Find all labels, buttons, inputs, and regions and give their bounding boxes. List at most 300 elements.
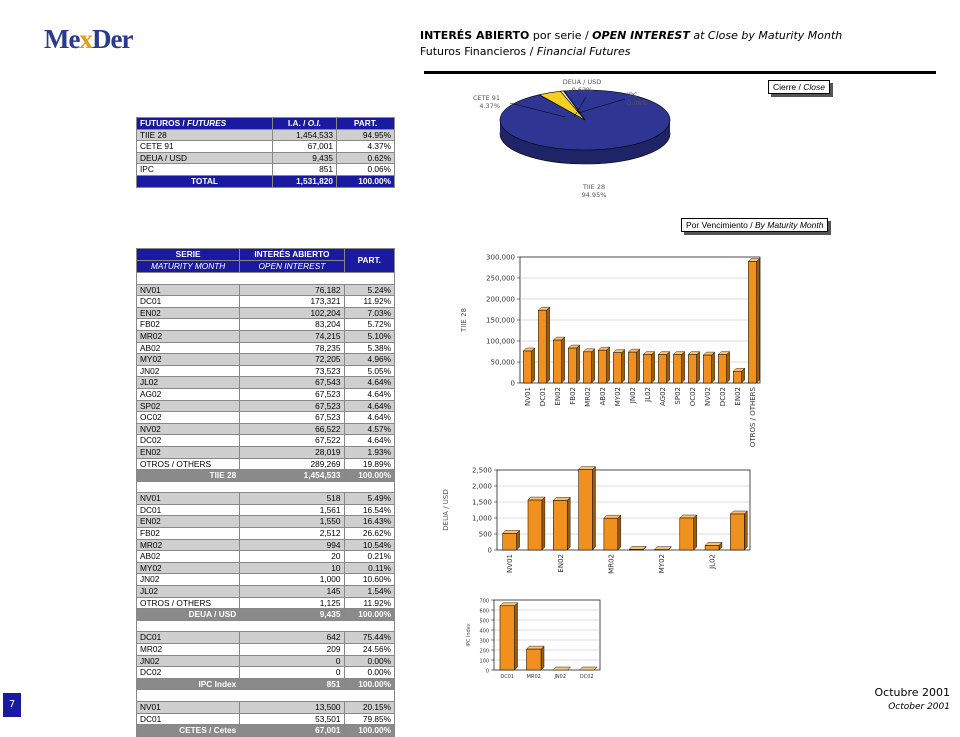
series-row xyxy=(137,597,395,609)
summary-total-part: 100.00% xyxy=(336,175,394,187)
maturity-badge: Por Vencimiento / By Maturity Month xyxy=(681,218,828,232)
series-subtotal-oi: 851 xyxy=(240,678,344,690)
summary-cell-part: 4.37% xyxy=(336,141,394,153)
series-cell-part: 4.57% xyxy=(344,423,394,435)
series-subtotal-part: 100.00% xyxy=(344,678,394,690)
series-row xyxy=(137,342,395,354)
series-cell-part: 4.64% xyxy=(344,400,394,412)
series-cell-oi: 13,500 xyxy=(240,701,344,713)
bar xyxy=(553,500,567,550)
bar xyxy=(688,355,696,383)
series-cell-serie: EN02 xyxy=(137,446,240,458)
x-tick-label: JL02 xyxy=(644,387,652,403)
series-cell-serie: NV01 xyxy=(137,493,240,505)
pie-chart xyxy=(470,75,700,205)
series-cell-part: 5.38% xyxy=(344,342,394,354)
x-tick-label: DC02 xyxy=(580,674,594,680)
group-spacer xyxy=(137,481,395,493)
bar xyxy=(528,500,542,550)
bar-side xyxy=(532,348,535,383)
series-cell-serie: NV01 xyxy=(137,284,240,296)
series-cell-oi: 74,215 xyxy=(240,330,344,342)
series-row xyxy=(137,586,395,598)
pie-label: TIIE 28 xyxy=(582,183,605,191)
bar xyxy=(680,518,694,550)
series-cell-part: 5.05% xyxy=(344,365,394,377)
series-cell-oi: 289,269 xyxy=(240,458,344,470)
bar-side xyxy=(622,350,625,383)
bar-top xyxy=(579,467,596,470)
x-tick-label: SP02 xyxy=(674,387,682,405)
bar xyxy=(673,355,681,383)
tiie-bar-chart xyxy=(450,245,770,460)
x-tick-label: DC01 xyxy=(500,674,514,680)
series-row xyxy=(137,516,395,528)
summary-total-row xyxy=(137,175,395,187)
bar xyxy=(503,533,517,550)
series-cell-oi: 20 xyxy=(240,551,344,563)
pie-label-pct: 4.37% xyxy=(479,102,500,110)
bar-top xyxy=(680,515,697,518)
series-row xyxy=(137,539,395,551)
series-row xyxy=(137,644,395,656)
group-spacer-cell xyxy=(137,273,395,285)
y-tick-label: 150,000 xyxy=(486,317,515,325)
series-cell-serie: DC01 xyxy=(137,632,240,644)
series-subtotal-row xyxy=(137,678,395,690)
series-subtotal-part: 100.00% xyxy=(344,725,394,737)
bar-side xyxy=(694,515,697,550)
series-subtotal-label: CETES / Cetes xyxy=(137,725,240,737)
header-line-1: INTERÉS ABIERTO por serie / OPEN INTEREST at Close by Maturity Month xyxy=(420,28,960,44)
series-row xyxy=(137,493,395,505)
series-cell-serie: JL02 xyxy=(137,586,240,598)
mexder-logo: MexDer xyxy=(44,24,106,64)
summary-cell-part: 94.95% xyxy=(336,129,394,141)
x-tick-label: JN02 xyxy=(629,387,637,404)
series-cell-oi: 2,512 xyxy=(240,528,344,540)
summary-cell-oi: 67,001 xyxy=(272,141,336,153)
series-cell-part: 1.93% xyxy=(344,446,394,458)
series-cell-serie: JL02 xyxy=(137,377,240,389)
series-cell-oi: 67,523 xyxy=(240,412,344,424)
bar-side xyxy=(607,347,610,383)
series-cell-part: 79.85% xyxy=(344,713,394,725)
series-cell-oi: 28,019 xyxy=(240,446,344,458)
series-subtotal-row xyxy=(137,470,395,482)
series-subtotal-label: TIIE 28 xyxy=(137,470,240,482)
bar xyxy=(658,355,666,383)
pie-label: IPC xyxy=(627,91,638,99)
x-tick-label: DC02 xyxy=(719,387,727,406)
series-table xyxy=(136,248,395,737)
page-header xyxy=(420,28,960,60)
series-cell-part: 10.54% xyxy=(344,539,394,551)
bar-side xyxy=(757,259,760,383)
footer-date-es: Octubre 2001 xyxy=(874,686,950,700)
summary-table xyxy=(136,117,395,188)
series-cell-part: 10.60% xyxy=(344,574,394,586)
series-row xyxy=(137,307,395,319)
group-spacer xyxy=(137,620,395,632)
summary-cell-future: CETE 91 xyxy=(137,141,273,153)
summary-row xyxy=(137,164,395,176)
series-row xyxy=(137,319,395,331)
series-cell-serie: NV01 xyxy=(137,701,240,713)
series-cell-serie: AG02 xyxy=(137,388,240,400)
x-tick-label: MR02 xyxy=(527,674,541,680)
x-tick-label: NV02 xyxy=(704,387,712,406)
x-tick-label: FB02 xyxy=(569,387,577,405)
bar-top xyxy=(553,667,571,670)
y-axis-label: TIIE 28 xyxy=(460,308,468,333)
bar xyxy=(523,351,531,383)
series-cell-serie: DC02 xyxy=(137,435,240,447)
bar-top xyxy=(629,546,646,549)
series-cell-oi: 173,321 xyxy=(240,296,344,308)
series-subtotal-label: IPC Index xyxy=(137,678,240,690)
series-cell-part: 4.64% xyxy=(344,388,394,400)
series-cell-oi: 72,205 xyxy=(240,354,344,366)
series-row xyxy=(137,412,395,424)
series-cell-oi: 209 xyxy=(240,644,344,656)
series-row xyxy=(137,296,395,308)
series-cell-oi: 102,204 xyxy=(240,307,344,319)
summary-cell-oi: 851 xyxy=(272,164,336,176)
x-tick-label: NV01 xyxy=(506,554,514,573)
series-row xyxy=(137,365,395,377)
series-row xyxy=(137,354,395,366)
y-axis-label: IPC Index xyxy=(466,623,472,646)
series-cell-oi: 67,543 xyxy=(240,377,344,389)
bar xyxy=(568,348,576,383)
bar-side xyxy=(547,307,550,383)
series-cell-serie: DC01 xyxy=(137,296,240,308)
series-row xyxy=(137,388,395,400)
series-cell-oi: 67,523 xyxy=(240,388,344,400)
summary-cell-future: DEUA / USD xyxy=(137,152,273,164)
bar-top xyxy=(528,497,545,500)
bar-side xyxy=(592,349,595,383)
series-cell-serie: OTROS / OTHERS xyxy=(137,458,240,470)
pie-label-pct: 0.06% xyxy=(627,99,648,107)
series-cell-oi: 518 xyxy=(240,493,344,505)
y-tick-label: 500 xyxy=(479,531,492,539)
series-cell-part: 5.24% xyxy=(344,284,394,296)
y-tick-label: 300 xyxy=(479,639,489,645)
x-tick-label: OTROS / OTHERS xyxy=(749,386,757,447)
series-cell-part: 4.64% xyxy=(344,412,394,424)
y-tick-label: 0 xyxy=(486,669,489,675)
series-cell-oi: 67,523 xyxy=(240,400,344,412)
series-subtotal-oi: 1,454,533 xyxy=(240,470,344,482)
footer-date-en: October 2001 xyxy=(874,700,950,714)
series-row xyxy=(137,400,395,412)
series-cell-part: 11.92% xyxy=(344,597,394,609)
group-spacer-cell xyxy=(137,620,395,632)
group-spacer xyxy=(137,273,395,285)
pie-label-pct: 94.95% xyxy=(582,191,607,199)
header-rule xyxy=(424,71,936,74)
y-axis-label: DEUA / USD xyxy=(442,489,450,531)
y-tick-label: 700 xyxy=(479,599,489,605)
bar xyxy=(500,606,515,670)
bar-top xyxy=(553,497,570,500)
series-cell-oi: 10 xyxy=(240,562,344,574)
series-subtotal-row xyxy=(137,609,395,621)
bar-side xyxy=(541,646,544,670)
summary-cell-future: TIIE 28 xyxy=(137,129,273,141)
series-row xyxy=(137,574,395,586)
bar-side xyxy=(744,511,747,550)
series-cell-oi: 83,204 xyxy=(240,319,344,331)
series-body xyxy=(137,273,395,737)
summary-row xyxy=(137,129,395,141)
series-row xyxy=(137,632,395,644)
series-cell-oi: 0 xyxy=(240,655,344,667)
series-row xyxy=(137,562,395,574)
bar xyxy=(538,310,546,383)
y-tick-label: 600 xyxy=(479,609,489,615)
x-tick-label: DC01 xyxy=(539,387,547,406)
summary-header-part: PART. xyxy=(336,118,394,130)
series-cell-oi: 642 xyxy=(240,632,344,644)
pie-label: DEUA / USD xyxy=(563,78,602,86)
summary-row xyxy=(137,152,395,164)
series-header-part: PART. xyxy=(344,249,394,273)
summary-row xyxy=(137,141,395,153)
series-cell-serie: JN02 xyxy=(137,655,240,667)
series-cell-part: 19.89% xyxy=(344,458,394,470)
bar-side xyxy=(652,352,655,383)
series-cell-serie: MY02 xyxy=(137,562,240,574)
series-cell-serie: FB02 xyxy=(137,528,240,540)
series-subtotal-part: 100.00% xyxy=(344,609,394,621)
series-cell-part: 5.10% xyxy=(344,330,394,342)
series-cell-part: 24.56% xyxy=(344,644,394,656)
bar xyxy=(579,470,593,550)
series-cell-serie: MY02 xyxy=(137,354,240,366)
bar xyxy=(598,350,606,383)
series-cell-serie: DC02 xyxy=(137,667,240,679)
series-cell-part: 20.15% xyxy=(344,701,394,713)
bar xyxy=(718,355,726,383)
series-subtotal-label: DEUA / USD xyxy=(137,609,240,621)
series-row xyxy=(137,504,395,516)
bar-top xyxy=(705,542,722,545)
bar xyxy=(703,355,711,383)
series-cell-serie: AB02 xyxy=(137,342,240,354)
bar-top xyxy=(526,646,544,649)
series-cell-oi: 1,561 xyxy=(240,504,344,516)
series-cell-serie: OC02 xyxy=(137,412,240,424)
series-cell-oi: 66,522 xyxy=(240,423,344,435)
y-tick-label: 1,000 xyxy=(472,515,492,523)
group-spacer xyxy=(137,690,395,702)
y-tick-label: 1,500 xyxy=(472,499,492,507)
x-tick-label: MR02 xyxy=(607,554,615,574)
bar-side xyxy=(682,352,685,383)
series-cell-part: 16.54% xyxy=(344,504,394,516)
summary-total-oi: 1,531,820 xyxy=(272,175,336,187)
x-tick-label: EN02 xyxy=(557,554,565,573)
y-tick-label: 200 xyxy=(479,649,489,655)
series-cell-part: 4.64% xyxy=(344,435,394,447)
header-line-2: Futuros Financieros / Financial Futures xyxy=(420,44,960,60)
bar-top xyxy=(500,603,518,606)
y-tick-label: 2,000 xyxy=(472,483,492,491)
series-cell-oi: 67,522 xyxy=(240,435,344,447)
bar xyxy=(604,518,618,550)
summary-total-label: TOTAL xyxy=(137,175,273,187)
y-tick-label: 300,000 xyxy=(486,254,515,262)
x-tick-label: EN02 xyxy=(554,387,562,406)
bar xyxy=(526,649,541,670)
summary-header-oi: I.A. / O.I. xyxy=(272,118,336,130)
group-spacer-cell xyxy=(137,690,395,702)
bar-side xyxy=(637,349,640,383)
group-spacer-cell xyxy=(137,481,395,493)
bar xyxy=(733,371,741,383)
bar xyxy=(628,352,636,383)
bar-side xyxy=(517,530,520,550)
y-tick-label: 0 xyxy=(488,547,492,555)
bar xyxy=(583,352,591,383)
series-cell-part: 0.21% xyxy=(344,551,394,563)
series-subtotal-row xyxy=(137,725,395,737)
series-cell-oi: 1,550 xyxy=(240,516,344,528)
series-row xyxy=(137,458,395,470)
series-cell-part: 11.92% xyxy=(344,296,394,308)
y-tick-label: 400 xyxy=(479,629,489,635)
x-tick-label: MY02 xyxy=(614,387,622,406)
series-cell-oi: 145 xyxy=(240,586,344,598)
series-row xyxy=(137,528,395,540)
series-subtotal-oi: 9,435 xyxy=(240,609,344,621)
series-header-oi: INTERÉS ABIERTO xyxy=(240,249,344,261)
series-cell-serie: SP02 xyxy=(137,400,240,412)
series-cell-part: 7.03% xyxy=(344,307,394,319)
series-cell-oi: 53,501 xyxy=(240,713,344,725)
summary-cell-oi: 9,435 xyxy=(272,152,336,164)
bar-top xyxy=(604,515,621,518)
series-row xyxy=(137,713,395,725)
series-cell-part: 5.72% xyxy=(344,319,394,331)
page-number: 7 xyxy=(3,693,21,717)
series-cell-part: 5.49% xyxy=(344,493,394,505)
series-cell-serie: JN02 xyxy=(137,365,240,377)
series-cell-part: 0.00% xyxy=(344,667,394,679)
bar-side xyxy=(593,467,596,550)
x-tick-label: OC02 xyxy=(689,387,697,406)
series-cell-oi: 0 xyxy=(240,667,344,679)
series-row xyxy=(137,330,395,342)
bar-side xyxy=(577,345,580,383)
close-badge: Cierre / Close xyxy=(768,80,830,94)
series-cell-serie: FB02 xyxy=(137,319,240,331)
series-header-open-interest: OPEN INTEREST xyxy=(240,261,344,273)
series-cell-part: 26.62% xyxy=(344,528,394,540)
y-tick-label: 500 xyxy=(479,619,489,625)
series-subtotal-part: 100.00% xyxy=(344,470,394,482)
y-tick-label: 100 xyxy=(479,659,489,665)
series-header-month: MATURITY MONTH xyxy=(137,261,240,273)
bar-side xyxy=(667,352,670,383)
y-tick-label: 250,000 xyxy=(486,275,515,283)
x-tick-label: MY02 xyxy=(658,554,666,573)
series-cell-serie: JN02 xyxy=(137,574,240,586)
pie-label-pct: 0.62% xyxy=(572,86,593,94)
bar xyxy=(629,549,643,550)
bar xyxy=(705,545,719,550)
bar-side xyxy=(562,337,565,383)
y-tick-label: 0 xyxy=(511,380,515,388)
series-cell-serie: MR02 xyxy=(137,644,240,656)
series-row xyxy=(137,435,395,447)
summary-header-futures: FUTUROS / FUTURES xyxy=(137,118,273,130)
y-tick-label: 50,000 xyxy=(491,359,516,367)
series-cell-oi: 1,000 xyxy=(240,574,344,586)
bar-side xyxy=(618,515,621,550)
series-cell-serie: OTROS / OTHERS xyxy=(137,597,240,609)
series-header-row-1 xyxy=(137,249,395,261)
summary-cell-part: 0.62% xyxy=(336,152,394,164)
series-cell-oi: 994 xyxy=(240,539,344,551)
series-cell-part: 4.96% xyxy=(344,354,394,366)
series-row xyxy=(137,284,395,296)
bar xyxy=(748,262,756,383)
summary-body xyxy=(137,129,395,187)
bar-top xyxy=(654,547,671,550)
bar xyxy=(553,340,561,383)
series-header-serie: SERIE xyxy=(137,249,240,261)
series-cell-serie: MR02 xyxy=(137,539,240,551)
ipc-bar-chart xyxy=(460,590,610,685)
y-tick-label: 200,000 xyxy=(486,296,515,304)
x-tick-label: AG02 xyxy=(659,387,667,406)
series-cell-serie: EN02 xyxy=(137,307,240,319)
x-tick-label: AB02 xyxy=(599,387,607,406)
bar-side xyxy=(727,352,730,383)
series-cell-serie: MR02 xyxy=(137,330,240,342)
summary-cell-future: IPC xyxy=(137,164,273,176)
summary-cell-part: 0.06% xyxy=(336,164,394,176)
bar-side xyxy=(567,497,570,550)
series-row xyxy=(137,377,395,389)
series-cell-oi: 1,125 xyxy=(240,597,344,609)
series-row xyxy=(137,667,395,679)
series-row xyxy=(137,655,395,667)
y-tick-label: 100,000 xyxy=(486,338,515,346)
pie-label: CETE 91 xyxy=(473,94,500,102)
bar-side xyxy=(515,603,518,670)
series-row xyxy=(137,446,395,458)
series-row xyxy=(137,551,395,563)
bar-side xyxy=(542,497,545,550)
series-cell-part: 0.11% xyxy=(344,562,394,574)
series-cell-serie: DC01 xyxy=(137,713,240,725)
footer-date xyxy=(874,686,950,714)
bar-side xyxy=(712,352,715,383)
x-tick-label: EN02 xyxy=(734,387,742,406)
series-cell-part: 75.44% xyxy=(344,632,394,644)
bar-top xyxy=(503,530,520,533)
bar-side xyxy=(697,352,700,383)
x-tick-label: JL02 xyxy=(709,554,717,570)
bar-top xyxy=(730,511,747,514)
deua-bar-chart xyxy=(440,460,770,580)
series-cell-oi: 73,523 xyxy=(240,365,344,377)
